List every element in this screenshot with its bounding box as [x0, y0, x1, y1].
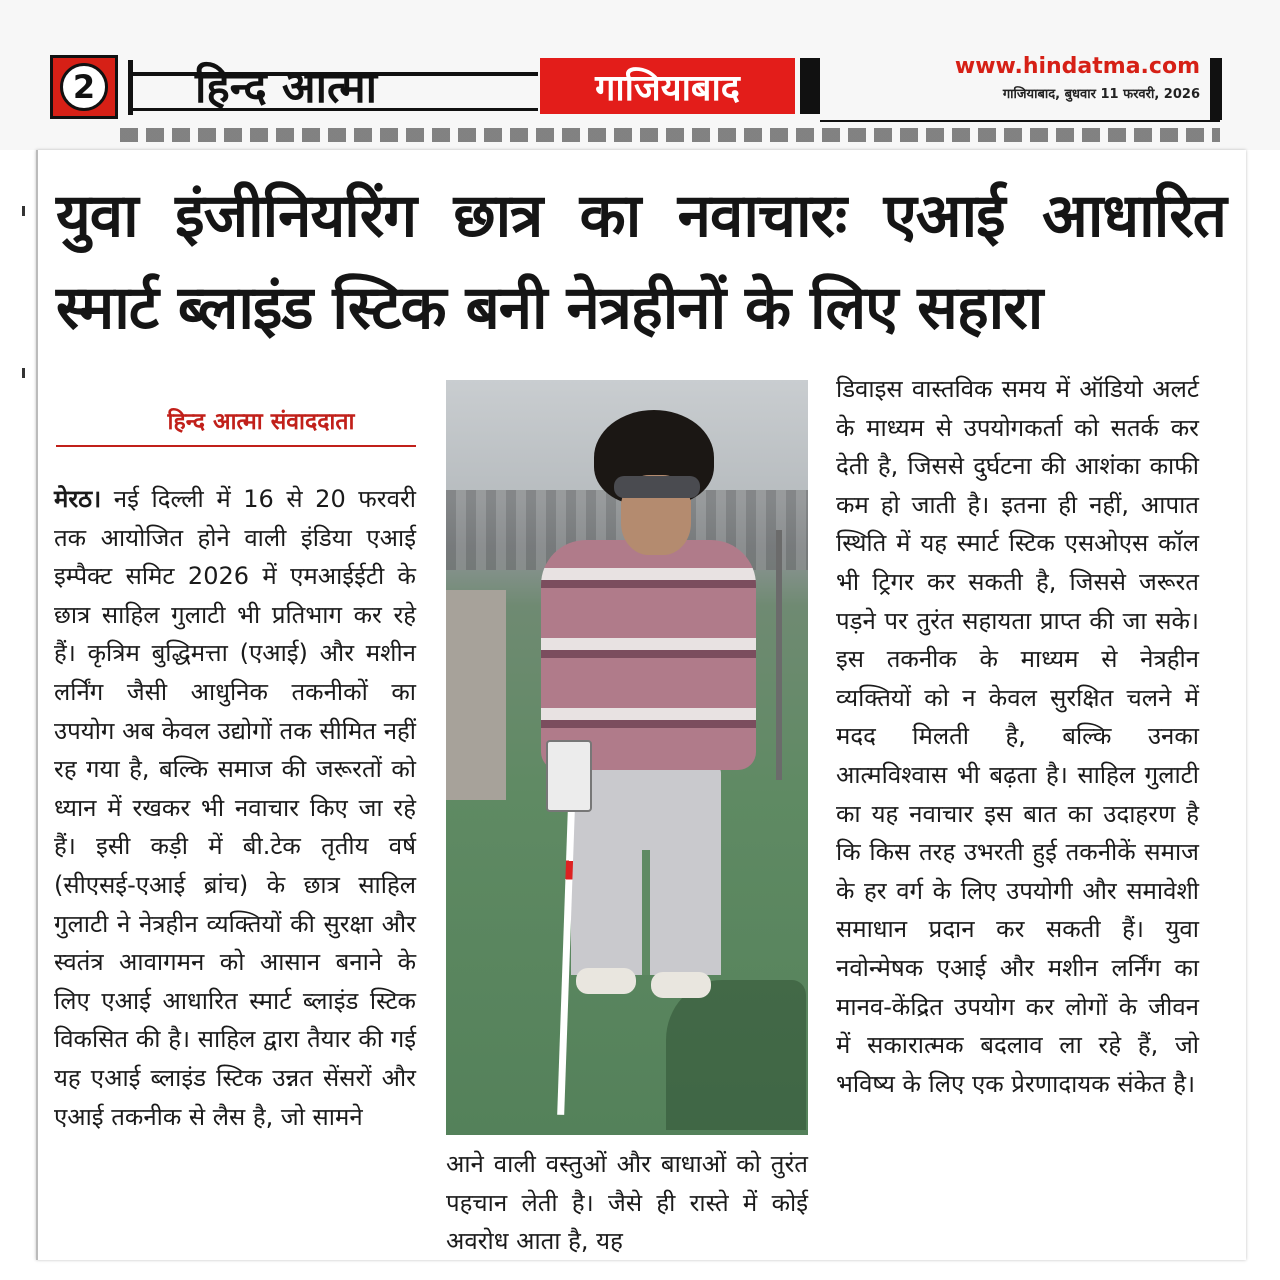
- photo-planter: [446, 590, 506, 800]
- article-column-1-text: नई दिल्ली में 16 से 20 फरवरी तक आयोजित होने वाली इंडिया एआई इम्पैक्ट समिट 2026 में एमआईईटी के छात्र साहिल गुलाटी भी प्रतिभाग कर रहे हैं। कृत्रिम बुद्धिमत्ता (एआई) और मशीन लर्निंग जैसी आधुनिक तकनीकों का उपयोग अब केवल उद्योगों तक सीमित नहीं रह गया है, बल्कि समाज की जरूरतों को ध्यान में रखकर भी नवाचार किए जा रहे हैं। इसी कड़ी में बी.टेक तृतीय वर्ष (सीएसई-एआई ब्रांच) के छात्र साहिल गुलाटी ने नेत्रहीन व्यक्तियों की सुरक्षा और स्वतंत्र आवागमन को आसान बनाने के लिए एआई आधारित स्मार्ट ब्लाइंड स्टिक विकसित की है। साहिल द्वारा तैयार की गई यह एआई ब्लाइंड स्टिक उन्नत सेंसरों और एआई तकनीक से लैस है, जो सामने: [54, 485, 416, 1131]
- masthead-rule: [800, 58, 820, 114]
- article-dateline: मेरठ।: [54, 485, 102, 513]
- page-number-box: [50, 55, 118, 119]
- edition-dateline: गाजियाबाद, बुधवार 11 फरवरी, 2026: [1002, 87, 1200, 102]
- photo-person-sweater: [541, 540, 756, 770]
- photo-shadow: [666, 980, 806, 1130]
- masthead: [0, 0, 1280, 150]
- newspaper-name: हिन्द आत्मा: [195, 62, 378, 113]
- clipping-edge: [36, 150, 38, 1260]
- crop-mark: [22, 206, 25, 216]
- article-photo: [446, 380, 808, 1135]
- crop-mark: [22, 368, 25, 378]
- photo-stick-device: [546, 740, 592, 812]
- masthead-rule: [820, 120, 1220, 122]
- article-clipping: [36, 150, 1246, 1260]
- masthead-rule: [128, 60, 133, 115]
- byline-rule: [56, 445, 416, 447]
- article-column-1: [54, 480, 416, 1136]
- photo-person-shoe: [576, 968, 636, 994]
- photo-pole: [776, 530, 782, 780]
- photo-blindfold: [614, 476, 700, 498]
- article-column-3: डिवाइस वास्तविक समय में ऑडियो अलर्ट के माध्यम से उपयोगकर्ता को सतर्क कर देती है, जिससे दुर्घटना की आशंका काफी कम हो जाती है। इतना ही नहीं, आपात स्थिति में यह स्मार्ट स्टिक एसओएस कॉल भी ट्रिगर कर सकती है, जिससे जरूरत पड़ने पर तुरंत सहायता प्राप्त की जा सके। इस तकनीक के माध्यम से नेत्रहीन व्यक्तियों को न केवल सुरक्षित चलने में मदद मिलती है, बल्कि उनका आत्मविश्वास भी बढ़ता है। साहिल गुलाटी का यह नवाचार इस बात का उदाहरण है कि किस तरह उभरती हुई तकनीकें समाज के हर वर्ग के लिए उपयोगी और समावेशी समाधान प्रदान कर सकती हैं। युवा नवोन्मेषक एआई और मशीन लर्निंग का मानव-केंद्रित उपयोग कर लोगों के जीवन में सकारात्मक बदलाव ला रहे हैं, जो भविष्य के लिए एक प्रेरणादायक संकेत है।: [836, 375, 1199, 1098]
- masthead-rule: [1210, 58, 1222, 120]
- article-column-2: आने वाली वस्तुओं और बाधाओं को तुरंत पहचान लेती है। जैसे ही रास्ते में कोई अवरोध आता है, यह: [446, 1150, 808, 1256]
- photo-person-shoe: [651, 972, 711, 998]
- page-number: 2: [60, 63, 108, 111]
- photo-leg-gap: [642, 850, 650, 975]
- article-headline: युवा इंजीनियरिंग छात्र का नवाचारः एआई आधारित स्मार्ट ब्लाइंड स्टिक बनी नेत्रहीनों के लिए सहारा: [56, 181, 1226, 343]
- underlying-text-strip: [120, 128, 1220, 142]
- city-edition-label: गाजियाबाद: [540, 58, 795, 114]
- website-url: www.hindatma.com: [954, 54, 1200, 79]
- article-byline: हिन्द आत्मा संवाददाता: [167, 409, 355, 435]
